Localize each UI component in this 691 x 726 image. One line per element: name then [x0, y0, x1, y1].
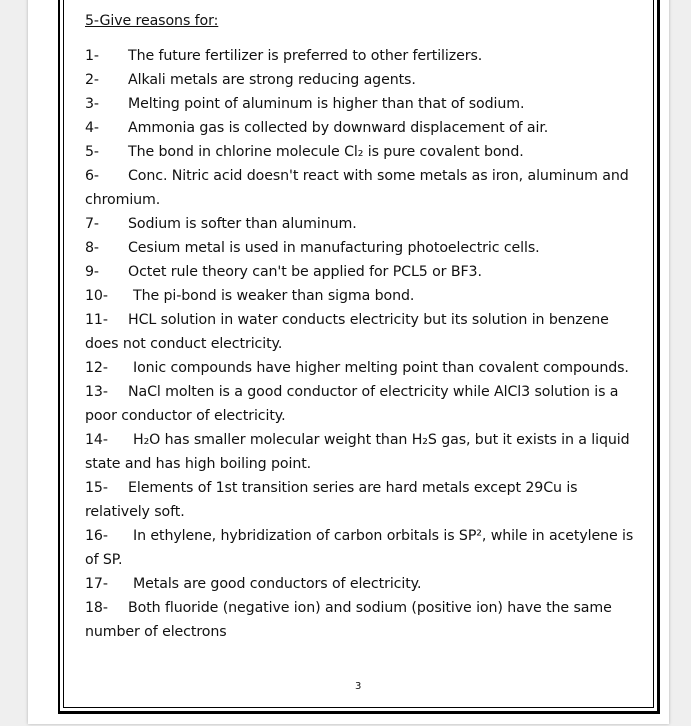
item-text: Metals are good conductors of electricity. — [133, 576, 422, 592]
list-item — [85, 572, 635, 596]
item-text: Alkali metals are strong reducing agents. — [128, 72, 416, 88]
item-number: 16- — [85, 528, 108, 544]
item-number: 2- — [85, 72, 99, 88]
item-text: Elements of 1st transition series are hard metals except 29Cu is relatively soft. — [85, 480, 578, 520]
item-text: Octet rule theory can't be applied for PCL5 or BF3. — [128, 264, 482, 280]
item-text: The future fertilizer is preferred to other fertilizers. — [128, 48, 483, 64]
list-item — [85, 92, 635, 116]
item-number: 13- — [85, 384, 108, 400]
list-item — [85, 68, 635, 92]
document-page — [28, 0, 669, 724]
item-number: 3- — [85, 96, 99, 112]
list-item — [85, 260, 635, 284]
page-content — [85, 9, 635, 644]
list-item — [85, 284, 635, 308]
item-text: Ionic compounds have higher melting point than covalent compounds. — [133, 360, 629, 376]
item-number: 10- — [85, 288, 108, 304]
list-item — [85, 236, 635, 260]
item-text: In ethylene, hybridization of carbon orbitals is SP², while in acetylene is of SP. — [85, 528, 634, 568]
list-item — [85, 380, 635, 428]
list-item — [85, 44, 635, 68]
list-item — [85, 116, 635, 140]
item-number: 12- — [85, 360, 108, 376]
item-number: 4- — [85, 120, 99, 136]
list-item — [85, 308, 635, 356]
item-text: Both fluoride (negative ion) and sodium (positive ion) have the same number of electrons — [85, 600, 612, 640]
item-number: 17- — [85, 576, 108, 592]
list-item — [85, 476, 635, 524]
list-item — [85, 524, 635, 572]
item-text: The pi-bond is weaker than sigma bond. — [133, 288, 415, 304]
item-number: 1- — [85, 48, 99, 64]
item-number: 15- — [85, 480, 108, 496]
item-text: Cesium metal is used in manufacturing photoelectric cells. — [128, 240, 540, 256]
item-number: 14- — [85, 432, 108, 448]
item-text: Melting point of aluminum is higher than that of sodium. — [128, 96, 525, 112]
item-number: 5- — [85, 144, 99, 160]
page-number: 3 — [355, 681, 362, 692]
item-number: 7- — [85, 216, 99, 232]
list-item — [85, 428, 635, 476]
item-text: Sodium is softer than aluminum. — [128, 216, 357, 232]
item-text: Conc. Nitric acid doesn't react with some metals as iron, aluminum and chromium. — [85, 168, 629, 208]
item-text: The bond in chlorine molecule Cl₂ is pure covalent bond. — [128, 144, 524, 160]
item-number: 18- — [85, 600, 108, 616]
item-text: HCL solution in water conducts electricity but its solution in benzene does not conduct electricity. — [85, 312, 609, 352]
list-item — [85, 140, 635, 164]
item-text: H₂O has smaller molecular weight than H₂S gas, but it exists in a liquid state and has high boiling point. — [85, 432, 630, 472]
list-item — [85, 164, 635, 212]
item-number: 9- — [85, 264, 99, 280]
list-item — [85, 212, 635, 236]
list-item — [85, 356, 635, 380]
item-text: Ammonia gas is collected by downward displacement of air. — [128, 120, 549, 136]
item-number: 6- — [85, 168, 99, 184]
item-number: 11- — [85, 312, 108, 328]
item-number: 8- — [85, 240, 99, 256]
section-heading: 5-Give reasons for: — [85, 13, 219, 29]
list-item — [85, 596, 635, 644]
item-text: NaCl molten is a good conductor of electricity while AlCl3 solution is a poor conductor of electricity. — [85, 384, 619, 424]
